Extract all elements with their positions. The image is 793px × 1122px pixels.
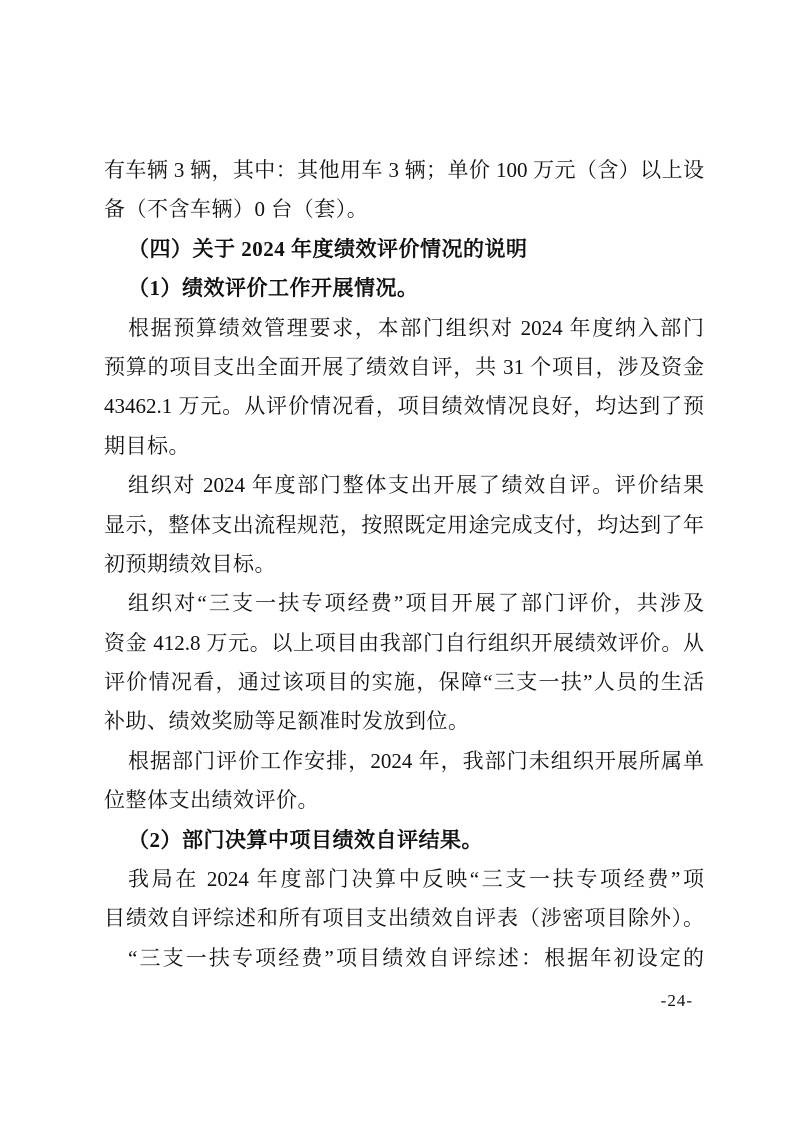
text-line: 初预期绩效目标。	[104, 551, 276, 576]
text-line: 资金 412.8 万元。以上项目由我部门自行组织开展绩效评价。从	[104, 630, 704, 655]
section-heading: （四）关于 2024 年度绩效评价情况的说明	[128, 236, 528, 261]
text-line: 补助、绩效奖励等足额准时发放到位。	[104, 709, 470, 734]
text-line: 评价情况看，通过该项目的实施，保障“三支一扶”人员的生活	[104, 670, 704, 695]
subsection-heading-1: （1）绩效评价工作开展情况。	[128, 276, 419, 301]
text-line: 根据预算绩效管理要求，本部门组织对 2024 年度纳入部门	[128, 315, 704, 340]
text-line: 组织对“三支一扶专项经费”项目开展了部门评价，共涉及	[128, 591, 704, 616]
text-line: 预算的项目支出全面开展了绩效自评，共 31 个项目，涉及资金	[104, 354, 704, 379]
text-line: 目绩效自评综述和所有项目支出绩效自评表（涉密项目除外）。	[104, 906, 704, 931]
text-line: 我局在 2024 年度部门决算中反映“三支一扶专项经费”项	[128, 867, 704, 892]
text-line: 有车辆 3 辆，其中：其他用车 3 辆；单价 100 万元（含）以上设	[104, 158, 704, 182]
subsection-heading-2: （2）部门决算中项目绩效自评结果。	[128, 827, 483, 852]
page-number: -24-	[660, 991, 693, 1010]
text-line: 根据部门评价工作安排，2024 年，我部门未组织开展所属单	[128, 748, 704, 773]
text-line: 备（不含车辆）0 台（套）。	[104, 197, 369, 222]
text-line: 显示，整体支出流程规范，按照既定用途完成支付，均达到了年	[104, 512, 704, 537]
text-line: 组织对 2024 年度部门整体支出开展了绩效自评。评价结果	[128, 473, 704, 498]
document-body	[104, 151, 704, 978]
text-line: 43462.1 万元。从评价情况看，项目绩效情况良好，均达到了预	[104, 394, 704, 419]
text-line: 位整体支出绩效评价。	[104, 788, 319, 813]
text-line: “三支一扶专项经费”项目绩效自评综述：根据年初设定的	[128, 945, 704, 970]
text-line: 期目标。	[104, 433, 190, 458]
